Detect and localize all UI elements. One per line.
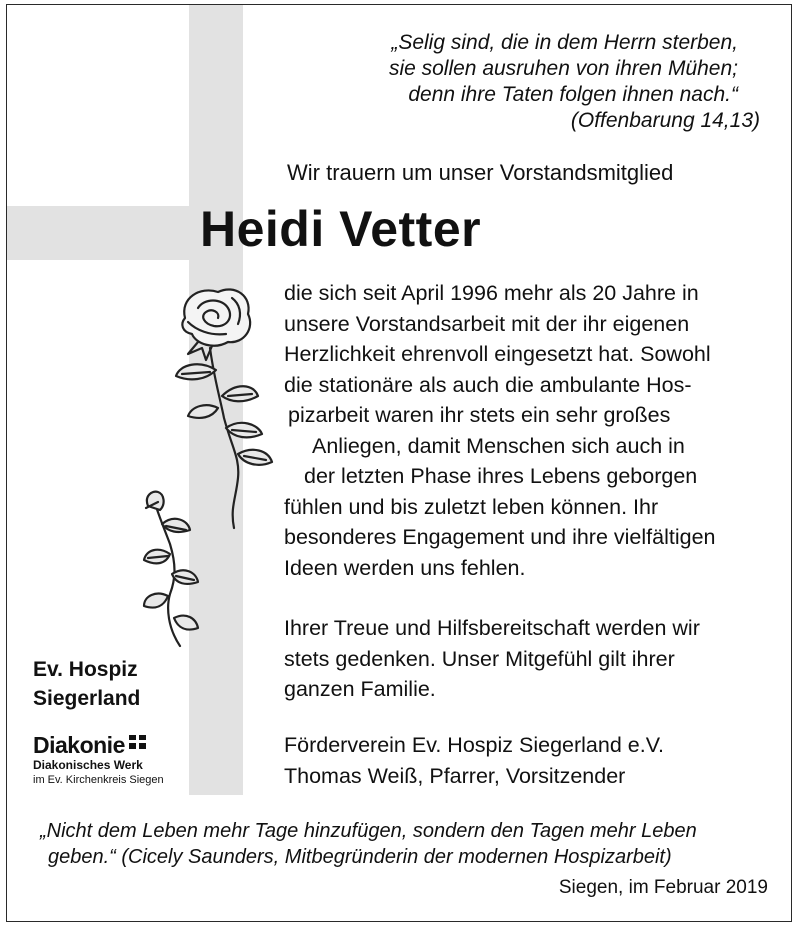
closing-quote-line: geben.“ (Cicely Saunders, Mitbegründerin der modernen Hospizarbeit) [48,846,672,868]
body-line: Ihrer Treue und Hilfsbereitschaft werden wir [284,616,700,640]
paragraph-gap [284,583,716,613]
diakonie-logo [33,732,164,787]
cross-horizontal-bar [7,206,189,260]
deceased-name: Heidi Vetter [200,201,482,257]
body-line: Herzlichkeit ehrenvoll eingesetzt hat. Sowohl [284,342,711,366]
body-line: pizarbeit waren ihr stets ein sehr großes [288,403,671,427]
closing-quote [40,818,780,870]
bible-quote-line: denn ihre Taten folgen ihnen nach.“ [408,83,738,106]
intro-text: Wir trauern um unser Vorstandsmitglied [287,160,674,185]
organization-line: Siegerland [33,687,141,710]
place-date: Siegen, im Februar 2019 [558,877,768,898]
bible-quote-line: „Selig sind, die in dem Herrn sterben, [391,31,738,54]
body-line: Ideen werden uns fehlen. [284,555,526,580]
body-line: Anliegen, damit Menschen sich auch in [312,433,685,458]
signature-block [284,730,664,791]
body-line: stets gedenken. Unser Mitgefühl gilt ihrer [284,646,675,671]
bible-reference: (Offenbarung 14,13) [570,109,760,132]
diakonie-subtitle: Diakonisches Werk [33,758,143,772]
body-line: ganzen Familie. [284,677,436,701]
organization-name [33,655,140,713]
body-line: die sich seit April 1996 mehr als 20 Jahre in [284,281,699,305]
signature-line: Thomas Weiß, Pfarrer, Vorsitzender [284,763,626,788]
diakonie-cross-icon [129,735,146,749]
organization-line: Ev. Hospiz [33,658,138,681]
closing-quote-line: „Nicht dem Leben mehr Tage hinzufügen, sondern den Tagen mehr Leben [40,820,697,842]
bible-quote [318,30,760,134]
bible-quote-line: sie sollen ausruhen von ihren Mühen; [388,57,738,80]
diakonie-wordmark [33,732,164,758]
body-line: die stationäre als auch die ambulante Hos- [284,372,692,397]
rose-icon [140,278,290,658]
diakonie-name: Diakonie [33,732,125,758]
body-line: der letzten Phase ihres Lebens geborgen [304,464,698,488]
diakonie-subtitle-2: im Ev. Kirchenkreis Siegen [33,774,164,786]
body-line: fühlen und bis zuletzt leben können. Ihr [284,494,659,519]
obituary-body [284,278,716,705]
body-line: unsere Vorstandsarbeit mit der ihr eigenen [284,311,690,336]
signature-line: Förderverein Ev. Hospiz Siegerland e.V. [284,733,665,757]
body-line: besonderes Engagement und ihre vielfältigen [284,525,716,549]
